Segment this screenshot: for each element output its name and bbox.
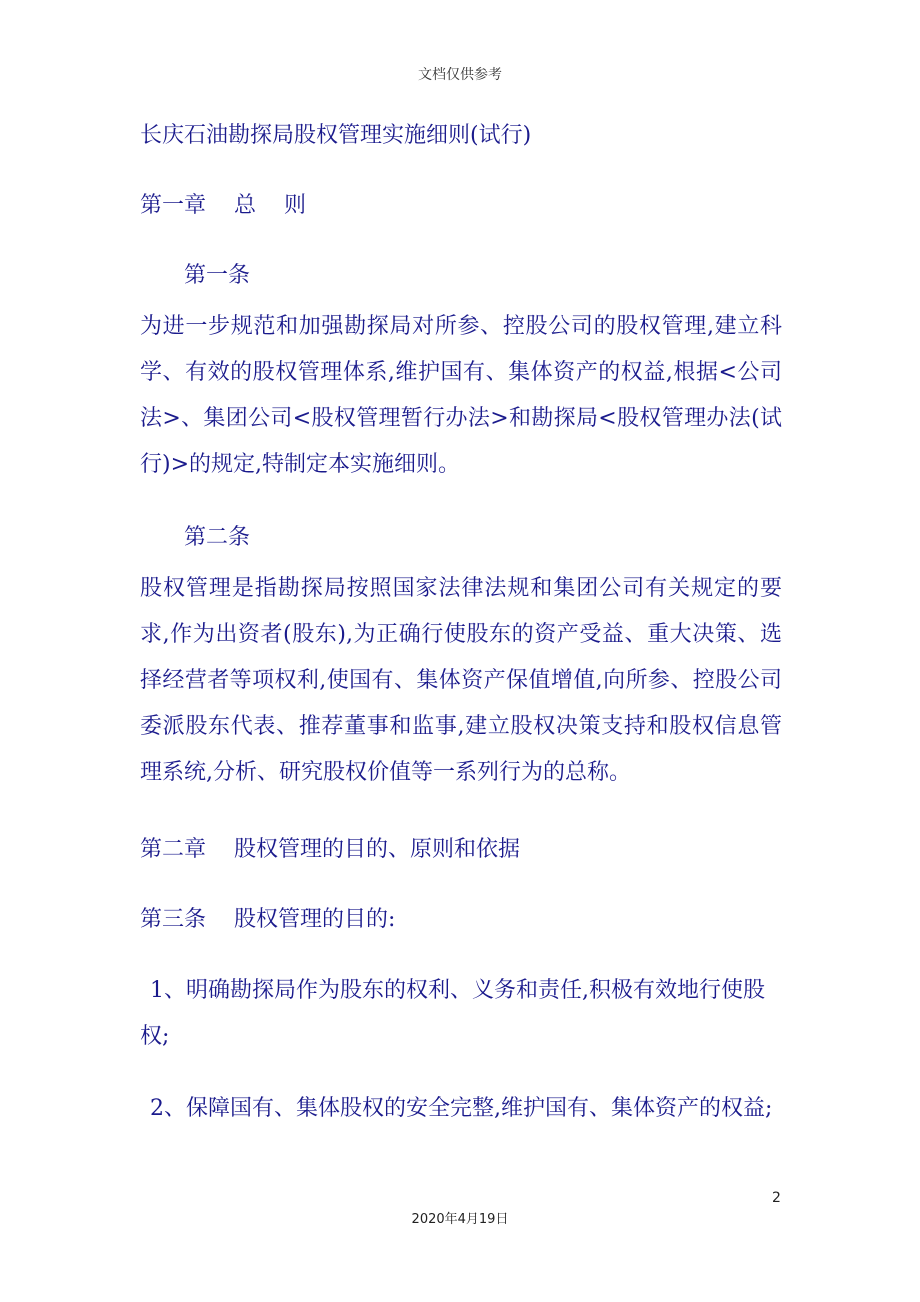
list-item: 1、明确勘探局作为股东的权利、义务和责任,积极有效地行使股权;: [140, 978, 765, 1049]
article-1-heading: 第一条: [184, 263, 251, 288]
page-header: 文档仅供参考: [418, 67, 502, 83]
chapter-1-heading: 第一章 总 则: [140, 193, 306, 218]
chapter-2-heading: 第二章 股权管理的目的、原则和依据: [140, 837, 520, 862]
article-1-text: 为进一步规范和加强勘探局对所参、控股公司的股权管理,建立科学、有效的股权管理体系,维护国有、集体资产的权益,根据<公司法>、集团公司<股权管理暂行办法>和勘探局<股权管理办法(试行)>的规定,特制定本实施细则。: [140, 314, 782, 477]
page-number: 2: [772, 1190, 781, 1206]
document-title: 长庆石油勘探局股权管理实施细则(试行): [140, 123, 532, 148]
list-item: 2、保障国有、集体股权的安全完整,维护国有、集体资产的权益;: [150, 1096, 773, 1121]
footer-date: 2020年4月19日: [411, 1212, 509, 1227]
article-2-heading: 第二条: [184, 525, 251, 550]
article-2-text: 股权管理是指勘探局按照国家法律法规和集团公司有关规定的要求,作为出资者(股东),为正确行使股东的资产受益、重大决策、选择经营者等项权利,使国有、集体资产保值增值,向所参、控股公司委派股东代表、推荐董事和监事,建立股权决策支持和股权信息管理系统,分析、研究股权价值等一系列行为的总称。: [140, 576, 782, 785]
article-3-heading: 第三条 股权管理的目的:: [140, 907, 396, 932]
